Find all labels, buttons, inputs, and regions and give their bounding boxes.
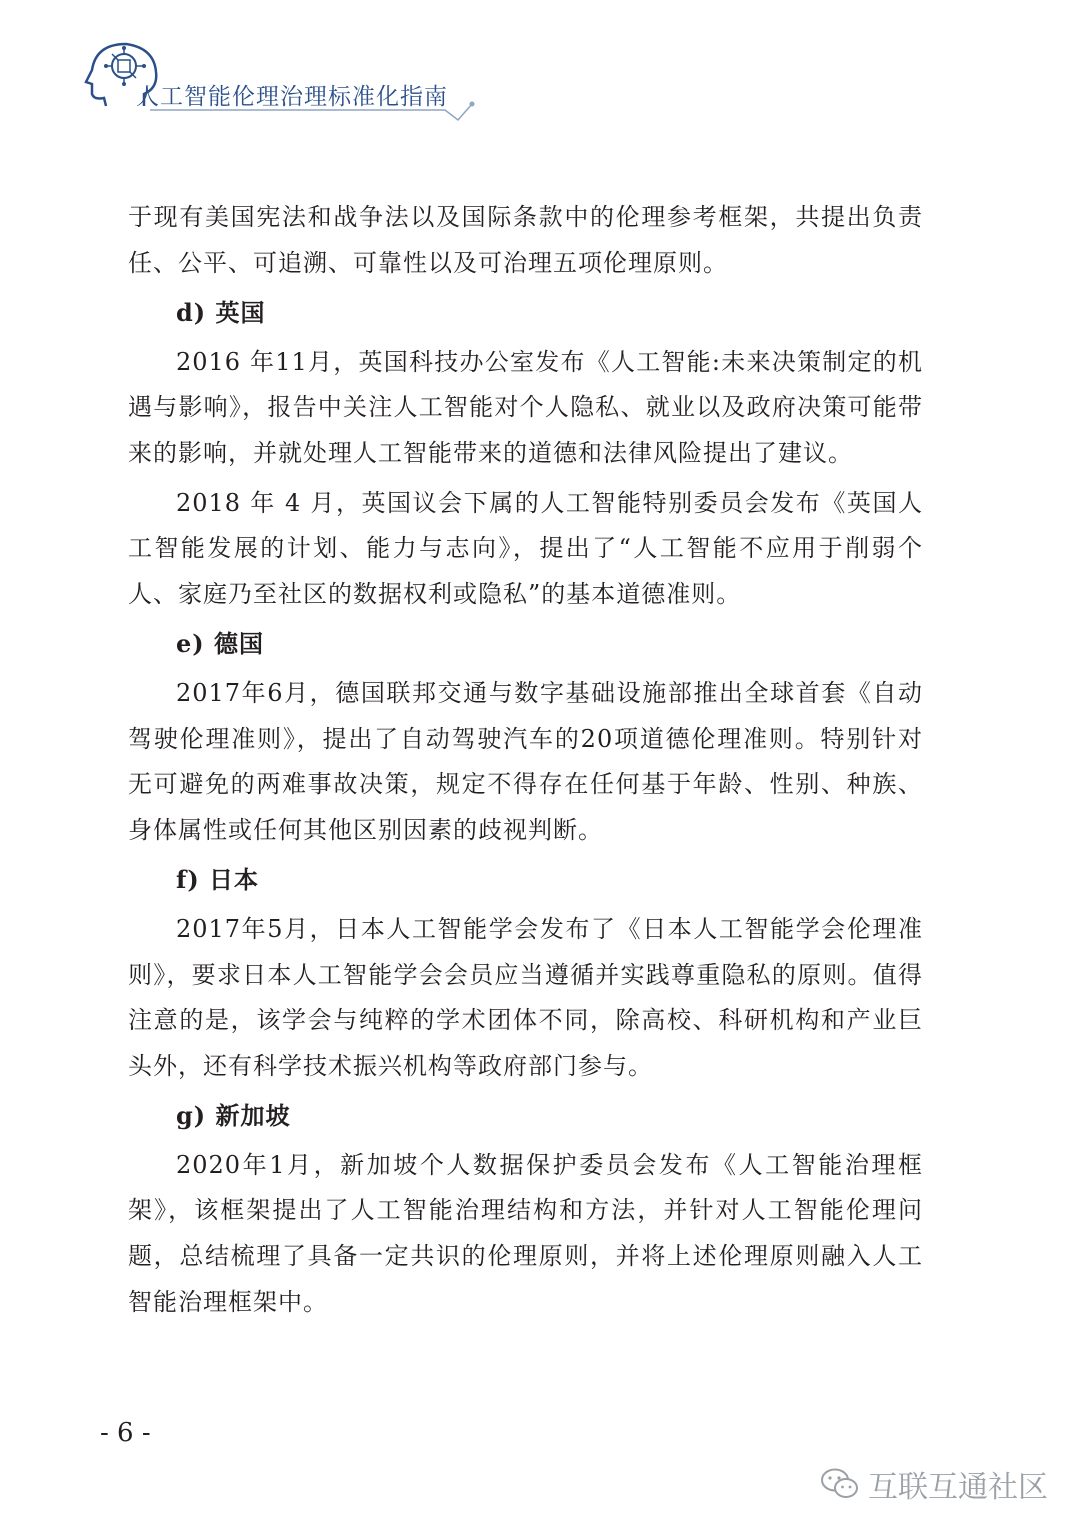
section-heading-japan: f) 日本 [176, 865, 260, 895]
section-heading-germany: e) 德国 [176, 629, 264, 659]
section-heading-singapore: g) 新加坡 [176, 1101, 291, 1131]
header-rule-line [0, 0, 1080, 140]
page-header [0, 0, 1080, 140]
paragraph-germany: 2017年6月，德国联邦交通与数字基础设施部推出全球首套《自动驾驶伦理准则》，提出了自动驾驶汽车的20项道德伦理准则。特别针对无可避免的两难事故决策，规定不得存在任何基于年龄、性别、种族、身体属性或任何其他区别因素的歧视判断。 [128, 678, 923, 844]
section-heading-uk: d) 英国 [176, 298, 266, 328]
page-number: - 6 - [100, 1418, 151, 1448]
wechat-icon [820, 1467, 860, 1501]
document-body [128, 195, 923, 1329]
watermark [820, 1462, 1048, 1506]
paragraph-singapore: 2020年1月，新加坡个人数据保护委员会发布《人工智能治理框架》，该框架提出了人工智能治理结构和方法，并针对人工智能伦理问题，总结梳理了具备一定共识的伦理原则，并将上述伦理原则融入人工智能治理框架中。 [128, 1150, 923, 1316]
watermark-text: 互联互通社区 [868, 1470, 1048, 1505]
header-title: 人工智能伦理治理标准化指南 [136, 84, 448, 110]
paragraph-japan: 2017年5月，日本人工智能学会发布了《日本人工智能学会伦理准则》，要求日本人工智能学会会员应当遵循并实践尊重隐私的原则。值得注意的是，该学会与纯粹的学术团体不同，除高校、科研机构和产业巨头外，还有科学技术振兴机构等政府部门参与。 [128, 914, 923, 1080]
paragraph-uk-2018: 2018 年 4 月，英国议会下属的人工智能特别委员会发布《英国人工智能发展的计划、能力与志向》，提出了“人工智能不应用于削弱个人、家庭乃至社区的数据权利或隐私”的基本道德准则。 [128, 488, 923, 608]
paragraph-us-continued: 于现有美国宪法和战争法以及国际条款中的伦理参考框架，共提出负责任、公平、可追溯、可靠性以及可治理五项伦理原则。 [128, 203, 923, 277]
paragraph-uk-2016: 2016 年11月，英国科技办公室发布《人工智能:未来决策制定的机遇与影响》，报告中关注人工智能对个人隐私、就业以及政府决策可能带来的影响，并就处理人工智能带来的道德和法律风险提出了建议。 [128, 347, 923, 467]
